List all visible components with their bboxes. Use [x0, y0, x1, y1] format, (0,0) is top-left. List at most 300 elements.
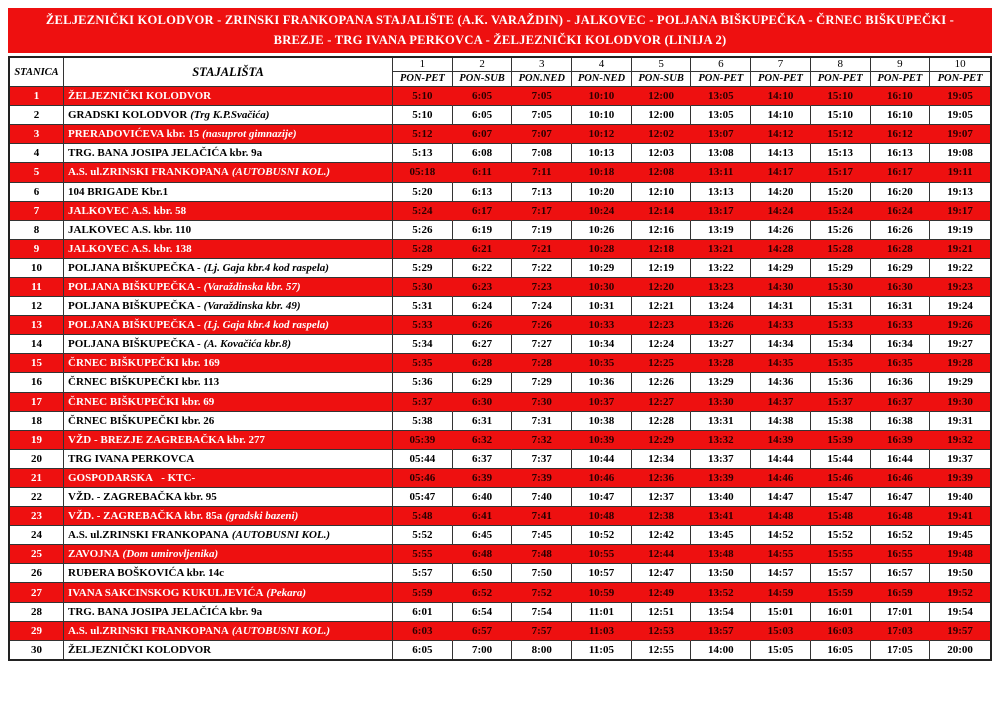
stop-number: 16 [10, 373, 64, 392]
departure-time: 10:57 [572, 564, 632, 583]
departure-time: 16:46 [871, 469, 931, 488]
departure-time: 10:35 [572, 354, 632, 373]
stop-name: ZAVOJNA [68, 548, 120, 561]
departure-time: 16:38 [871, 412, 931, 431]
departure-time: 16:44 [871, 450, 931, 469]
departure-time: 5:31 [393, 297, 453, 316]
departure-time: 5:57 [393, 564, 453, 583]
departure-time: 7:00 [453, 641, 513, 659]
departure-time: 15:13 [811, 144, 871, 163]
departure-time: 16:10 [871, 106, 931, 125]
timetable-table [8, 56, 992, 661]
departure-time: 14:52 [751, 526, 811, 545]
stop-note: (Pekara) [266, 586, 307, 599]
departure-time: 6:40 [453, 488, 513, 507]
stop-name: POLJANA BIŠKUPEČKA - [68, 300, 201, 313]
stop-name: VŽD. - ZAGREBAČKA kbr. 85a [68, 510, 223, 523]
table-row [10, 316, 990, 335]
departure-time: 16:29 [871, 259, 931, 278]
table-row [10, 278, 990, 297]
departure-time: 15:55 [811, 545, 871, 564]
departure-column-number: 1 [393, 58, 453, 72]
departure-time: 5:48 [393, 507, 453, 526]
stop-name: VŽD - BREZJE ZAGREBAČKA kbr. 277 [68, 433, 266, 446]
departure-time: 14:10 [751, 87, 811, 106]
departure-time: 13:54 [691, 603, 751, 622]
stop-name: GRADSKI KOLODVOR [68, 109, 188, 122]
stop-name: ČRNEC BIŠKUPEČKI kbr. 113 [68, 376, 220, 389]
departure-time: 12:42 [632, 526, 692, 545]
departure-time: 12:08 [632, 163, 692, 182]
stop-number: 7 [10, 202, 64, 221]
departure-time: 14:35 [751, 354, 811, 373]
stop-note: (nasuprot gimnazije) [202, 128, 297, 141]
departure-time: 15:05 [751, 641, 811, 659]
departure-time: 7:13 [512, 183, 572, 202]
departure-time: 14:34 [751, 335, 811, 354]
departure-time: 13:29 [691, 373, 751, 392]
departure-time: 10:47 [572, 488, 632, 507]
stop-name-cell [64, 431, 393, 450]
departure-time: 19:29 [930, 373, 990, 392]
departure-time: 14:46 [751, 469, 811, 488]
departure-time: 12:53 [632, 622, 692, 641]
stop-number: 18 [10, 412, 64, 431]
departure-time: 7:48 [512, 545, 572, 564]
departure-time: 13:23 [691, 278, 751, 297]
departure-time: 15:29 [811, 259, 871, 278]
departure-time: 10:39 [572, 431, 632, 450]
departure-time: 10:38 [572, 412, 632, 431]
departure-time: 13:52 [691, 583, 751, 602]
table-row [10, 183, 990, 202]
stop-name-cell [64, 278, 393, 297]
departure-time: 15:47 [811, 488, 871, 507]
departure-time: 19:31 [930, 412, 990, 431]
departure-column-number: 3 [512, 58, 572, 72]
stop-name-cell [64, 144, 393, 163]
departure-time: 12:44 [632, 545, 692, 564]
departure-time: 13:48 [691, 545, 751, 564]
departure-time: 16:03 [811, 622, 871, 641]
departure-time: 15:03 [751, 622, 811, 641]
stop-name: POLJANA BIŠKUPEČKA - [68, 338, 201, 351]
table-row [10, 335, 990, 354]
departure-time: 12:34 [632, 450, 692, 469]
departure-time: 10:59 [572, 583, 632, 602]
departure-column-days: PON-PET [930, 72, 990, 87]
stop-note: (AUTOBUSNI KOL.) [231, 529, 331, 542]
departure-column-days: PON-SUB [453, 72, 513, 87]
departure-time: 10:36 [572, 373, 632, 392]
departure-time: 13:41 [691, 507, 751, 526]
departure-time: 5:55 [393, 545, 453, 564]
stop-name-cell [64, 393, 393, 412]
departure-time: 16:26 [871, 221, 931, 240]
departure-time: 6:01 [393, 603, 453, 622]
table-row [10, 488, 990, 507]
departure-time: 7:08 [512, 144, 572, 163]
departure-time: 15:38 [811, 412, 871, 431]
stop-name-cell [64, 125, 393, 144]
departure-time: 10:24 [572, 202, 632, 221]
stop-name: TRG. BANA JOSIPA JELAČIĆA kbr. 9a [68, 605, 263, 618]
departure-time: 10:10 [572, 87, 632, 106]
departure-time: 6:07 [453, 125, 513, 144]
stop-note: (Varaždinska kbr. 57) [203, 281, 301, 294]
stop-name: RUĐERA BOŠKOVIĆA kbr. 14c [68, 567, 225, 580]
table-row [10, 373, 990, 392]
departure-time: 19:52 [930, 583, 990, 602]
departure-time: 14:37 [751, 393, 811, 412]
stop-number: 13 [10, 316, 64, 335]
departure-time: 16:59 [871, 583, 931, 602]
departure-time: 10:52 [572, 526, 632, 545]
departure-time: 19:08 [930, 144, 990, 163]
departure-time: 15:24 [811, 202, 871, 221]
departure-time: 13:24 [691, 297, 751, 316]
departure-time: 6:29 [453, 373, 513, 392]
stop-name: JALKOVEC A.S. kbr. 138 [68, 242, 192, 255]
departure-column-days: PON-PET [691, 72, 751, 87]
departure-time: 15:12 [811, 125, 871, 144]
stop-number: 26 [10, 564, 64, 583]
stop-name-cell [64, 373, 393, 392]
stop-name-cell [64, 316, 393, 335]
departure-time: 7:28 [512, 354, 572, 373]
departure-time: 12:00 [632, 87, 692, 106]
departure-time: 10:48 [572, 507, 632, 526]
stop-name-cell [64, 163, 393, 182]
stop-note: (Varaždinska kbr. 49) [203, 300, 301, 313]
stop-number: 2 [10, 106, 64, 125]
stop-name-cell [64, 202, 393, 221]
departure-time: 19:39 [930, 469, 990, 488]
departure-time: 16:47 [871, 488, 931, 507]
departure-time: 13:26 [691, 316, 751, 335]
departure-time: 16:13 [871, 144, 931, 163]
departure-time: 6:37 [453, 450, 513, 469]
departure-time: 15:10 [811, 106, 871, 125]
departure-time: 10:10 [572, 106, 632, 125]
departure-column-days: PON-SUB [632, 72, 692, 87]
departure-time: 15:52 [811, 526, 871, 545]
departure-time: 7:32 [512, 431, 572, 450]
stop-number: 5 [10, 163, 64, 182]
departure-time: 13:05 [691, 87, 751, 106]
departure-time: 14:44 [751, 450, 811, 469]
departure-time: 19:28 [930, 354, 990, 373]
departure-time: 6:05 [393, 641, 453, 659]
stop-name-cell [64, 545, 393, 564]
departure-time: 15:30 [811, 278, 871, 297]
departure-time: 7:45 [512, 526, 572, 545]
departure-time: 5:34 [393, 335, 453, 354]
departure-time: 6:23 [453, 278, 513, 297]
departure-time: 19:26 [930, 316, 990, 335]
departure-time: 8:00 [512, 641, 572, 659]
departure-time: 6:32 [453, 431, 513, 450]
departure-time: 12:20 [632, 278, 692, 297]
departure-time: 13:45 [691, 526, 751, 545]
table-row [10, 259, 990, 278]
departure-time: 7:22 [512, 259, 572, 278]
departure-time: 13:05 [691, 106, 751, 125]
departure-time: 13:40 [691, 488, 751, 507]
stop-name: POLJANA BIŠKUPEČKA - [68, 319, 201, 332]
table-body [10, 87, 990, 659]
departure-time: 14:55 [751, 545, 811, 564]
stop-name: IVANA SAKCINSKOG KUKULJEVIĆA [68, 586, 264, 599]
departure-time: 10:33 [572, 316, 632, 335]
stop-name: A.S. ul.ZRINSKI FRANKOPANA [68, 529, 229, 542]
departure-time: 12:37 [632, 488, 692, 507]
departure-time: 5:38 [393, 412, 453, 431]
departure-time: 13:37 [691, 450, 751, 469]
departure-time: 14:12 [751, 125, 811, 144]
departure-time: 12:19 [632, 259, 692, 278]
table-row [10, 202, 990, 221]
departure-time: 05:39 [393, 431, 453, 450]
departure-time: 12:21 [632, 297, 692, 316]
departure-time: 6:50 [453, 564, 513, 583]
stop-number: 14 [10, 335, 64, 354]
page-title: ŽELJEZNIČKI KOLODVOR - ZRINSKI FRANKOPANA STAJALIŠTE (A.K. VARAŽDIN) - JALKOVEC - POLJANA BIŠKUPEČKA - ČRNEC BIŠKUPEČKI - BREZJE - TRG IVANA PERKOVCA - ŽELJEZNIČKI KOLODVOR (LINIJA 2) [45, 13, 955, 47]
departure-time: 12:18 [632, 240, 692, 259]
departure-time: 10:18 [572, 163, 632, 182]
departure-time: 15:01 [751, 603, 811, 622]
stop-number: 19 [10, 431, 64, 450]
stop-name-cell [64, 240, 393, 259]
departure-time: 12:10 [632, 183, 692, 202]
stop-name-cell [64, 183, 393, 202]
stop-name-cell [64, 297, 393, 316]
departure-time: 15:28 [811, 240, 871, 259]
stop-name-cell [64, 412, 393, 431]
stop-note: (AUTOBUSNI KOL.) [231, 166, 331, 179]
departure-time: 19:05 [930, 106, 990, 125]
departure-time: 19:13 [930, 183, 990, 202]
departure-column-number: 8 [811, 58, 871, 72]
departure-time: 14:31 [751, 297, 811, 316]
departure-time: 14:33 [751, 316, 811, 335]
departure-time: 17:01 [871, 603, 931, 622]
departure-time: 12:26 [632, 373, 692, 392]
stop-number: 28 [10, 603, 64, 622]
departure-time: 19:23 [930, 278, 990, 297]
stop-name: A.S. ul.ZRINSKI FRANKOPANA [68, 624, 229, 637]
departure-time: 12:29 [632, 431, 692, 450]
stop-name: ŽELJEZNIČKI KOLODVOR [68, 90, 212, 103]
table-row [10, 526, 990, 545]
table-row [10, 583, 990, 602]
departure-time: 6:45 [453, 526, 513, 545]
departure-time: 6:41 [453, 507, 513, 526]
stop-note: (gradski bazeni) [225, 510, 299, 523]
departure-time: 5:36 [393, 373, 453, 392]
departure-time: 12:03 [632, 144, 692, 163]
departure-time: 15:34 [811, 335, 871, 354]
departure-time: 19:32 [930, 431, 990, 450]
departure-column-number: 7 [751, 58, 811, 72]
departure-time: 16:37 [871, 393, 931, 412]
stop-name-cell [64, 564, 393, 583]
departure-time: 12:25 [632, 354, 692, 373]
departure-column-number: 4 [572, 58, 632, 72]
departure-time: 7:23 [512, 278, 572, 297]
departure-time: 14:10 [751, 106, 811, 125]
stop-name-cell [64, 507, 393, 526]
departure-time: 10:12 [572, 125, 632, 144]
departure-time: 10:44 [572, 450, 632, 469]
departure-time: 16:36 [871, 373, 931, 392]
stop-name-cell [64, 488, 393, 507]
stop-number: 12 [10, 297, 64, 316]
departure-time: 6:13 [453, 183, 513, 202]
stop-name: 104 BRIGADE Kbr.1 [68, 185, 169, 198]
departure-time: 19:54 [930, 603, 990, 622]
stop-name: TRG. BANA JOSIPA JELAČIĆA kbr. 9a [68, 147, 263, 160]
departure-column-number: 6 [691, 58, 751, 72]
table-header [10, 58, 990, 87]
stop-number: 30 [10, 641, 64, 659]
departure-time: 7:40 [512, 488, 572, 507]
departure-time: 12:28 [632, 412, 692, 431]
stop-number: 6 [10, 183, 64, 202]
departure-time: 15:48 [811, 507, 871, 526]
departure-time: 16:05 [811, 641, 871, 659]
departure-time: 10:34 [572, 335, 632, 354]
table-row [10, 106, 990, 125]
departure-time: 6:05 [453, 87, 513, 106]
departure-time: 13:32 [691, 431, 751, 450]
stop-name: A.S. ul.ZRINSKI FRANKOPANA [68, 166, 229, 179]
stop-name: TRG IVANA PERKOVCA [68, 452, 195, 465]
departure-time: 12:24 [632, 335, 692, 354]
stop-number: 25 [10, 545, 64, 564]
departure-time: 11:03 [572, 622, 632, 641]
departure-time: 12:51 [632, 603, 692, 622]
departure-time: 13:07 [691, 125, 751, 144]
stop-number: 15 [10, 354, 64, 373]
departure-time: 12:23 [632, 316, 692, 335]
departure-time: 13:21 [691, 240, 751, 259]
departure-time: 5:30 [393, 278, 453, 297]
departure-time: 14:20 [751, 183, 811, 202]
departure-time: 6:57 [453, 622, 513, 641]
table-row [10, 450, 990, 469]
departure-time: 7:19 [512, 221, 572, 240]
departure-time: 12:14 [632, 202, 692, 221]
departure-time: 13:08 [691, 144, 751, 163]
departure-time: 19:45 [930, 526, 990, 545]
departure-time: 5:59 [393, 583, 453, 602]
departure-time: 5:29 [393, 259, 453, 278]
departure-time: 16:39 [871, 431, 931, 450]
departure-time: 7:57 [512, 622, 572, 641]
departure-time: 10:20 [572, 183, 632, 202]
departure-time: 6:31 [453, 412, 513, 431]
stop-number: 23 [10, 507, 64, 526]
departure-time: 14:29 [751, 259, 811, 278]
table-row [10, 125, 990, 144]
departure-time: 7:50 [512, 564, 572, 583]
departure-column-days: PON-PET [811, 72, 871, 87]
departure-time: 6:39 [453, 469, 513, 488]
departure-time: 19:37 [930, 450, 990, 469]
stop-name-cell [64, 335, 393, 354]
departure-time: 13:22 [691, 259, 751, 278]
stop-number: 20 [10, 450, 64, 469]
table-row [10, 412, 990, 431]
departure-time: 13:17 [691, 202, 751, 221]
departure-time: 15:33 [811, 316, 871, 335]
departure-time: 19:40 [930, 488, 990, 507]
departure-time: 16:52 [871, 526, 931, 545]
departure-time: 14:13 [751, 144, 811, 163]
departure-time: 15:57 [811, 564, 871, 583]
departure-time: 19:30 [930, 393, 990, 412]
departure-time: 16:31 [871, 297, 931, 316]
stop-number: 27 [10, 583, 64, 602]
stop-name: JALKOVEC A.S. kbr. 110 [68, 223, 192, 236]
departure-time: 14:36 [751, 373, 811, 392]
departure-time: 10:46 [572, 469, 632, 488]
stop-name: JALKOVEC A.S. kbr. 58 [68, 204, 187, 217]
table-row [10, 240, 990, 259]
stop-name: ČRNEC BIŠKUPEČKI kbr. 26 [68, 414, 215, 427]
stop-note: (A. Kovačića kbr.8) [203, 338, 292, 351]
stop-name-cell [64, 641, 393, 659]
departure-time: 6:30 [453, 393, 513, 412]
departure-time: 7:11 [512, 163, 572, 182]
departure-time: 12:49 [632, 583, 692, 602]
departure-time: 6:26 [453, 316, 513, 335]
departure-time: 14:48 [751, 507, 811, 526]
stop-note: (Lj. Gaja kbr.4 kod raspela) [203, 261, 329, 274]
stop-number: 21 [10, 469, 64, 488]
departure-time: 11:01 [572, 603, 632, 622]
departure-time: 15:20 [811, 183, 871, 202]
departure-time: 12:00 [632, 106, 692, 125]
departure-time: 13:13 [691, 183, 751, 202]
stop-name: ŽELJEZNIČKI KOLODVOR [68, 643, 212, 656]
departure-time: 17:03 [871, 622, 931, 641]
departure-time: 6:11 [453, 163, 513, 182]
stop-number: 3 [10, 125, 64, 144]
table-row [10, 431, 990, 450]
departure-time: 19:50 [930, 564, 990, 583]
departure-time: 15:17 [811, 163, 871, 182]
stajalista-column-header: STAJALIŠTA [64, 58, 393, 87]
departure-time: 5:35 [393, 354, 453, 373]
departure-time: 7:21 [512, 240, 572, 259]
departure-time: 13:30 [691, 393, 751, 412]
departure-time: 6:52 [453, 583, 513, 602]
departure-time: 15:59 [811, 583, 871, 602]
departure-time: 05:44 [393, 450, 453, 469]
departure-time: 7:30 [512, 393, 572, 412]
departure-time: 15:44 [811, 450, 871, 469]
departure-time: 6:03 [393, 622, 453, 641]
table-row [10, 144, 990, 163]
departure-time: 15:35 [811, 354, 871, 373]
departure-time: 7:37 [512, 450, 572, 469]
departure-time: 10:29 [572, 259, 632, 278]
table-row [10, 603, 990, 622]
stop-number: 4 [10, 144, 64, 163]
table-row [10, 622, 990, 641]
